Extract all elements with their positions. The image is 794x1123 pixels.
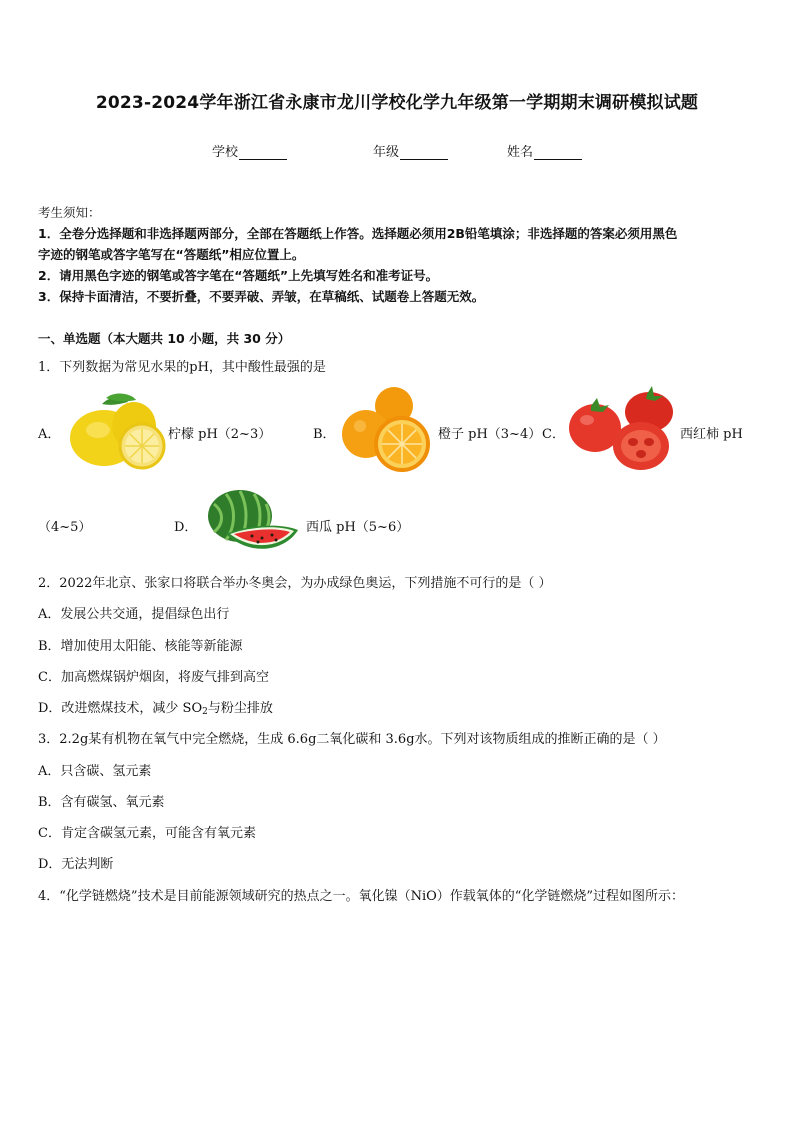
q1-option-b-text: 橙子 pH（3~4） xyxy=(438,427,542,442)
q1-option-a-text: 柠檬 pH（2~3） xyxy=(168,427,272,442)
notice-heading: 考生须知： xyxy=(38,205,101,220)
name-field xyxy=(507,141,582,160)
q3-option-c[interactable]: C．肯定含碳氢元素，可能含有氧元素 xyxy=(38,826,256,841)
orange-image xyxy=(338,386,434,474)
q1-option-b-letter[interactable]: B． xyxy=(313,427,336,442)
watermelon-image xyxy=(204,490,300,558)
grade-label: 年级 xyxy=(373,145,400,160)
notice-item-3: 3．保持卡面清洁，不要折叠，不要弄破、弄皱，在草稿纸、试题卷上答题无效。 xyxy=(38,289,485,304)
grade-blank[interactable] xyxy=(400,146,448,160)
q4-stem: 4．“化学链燃烧”技术是目前能源领域研究的热点之一。氧化镍（NiO）作载氧体的“化学链燃烧”过程如图所示： xyxy=(38,889,685,904)
q2-option-d-subscript: 2 xyxy=(202,707,208,717)
school-field xyxy=(212,141,287,160)
section-heading: 一、单选题（本大题共 10 小题，共 30 分） xyxy=(38,331,291,346)
q3-option-a[interactable]: A．只含碳、氢元素 xyxy=(38,764,152,779)
q1-option-c-text-cont: （4~5） xyxy=(38,520,92,535)
page-title: 2023-2024学年浙江省永康市龙川学校化学九年级第一学期期末调研模拟试题 xyxy=(95,93,699,113)
q2-option-d-pre: D．改进燃煤技术，减少 SO xyxy=(38,701,203,716)
q2-option-d-post: 与粉尘排放 xyxy=(207,701,273,716)
q3-option-b[interactable]: B．含有碳氢、氧元素 xyxy=(38,795,165,810)
q3-stem: 3．2.2g某有机物在氧气中完全燃烧，生成 6.6g二氧化碳和 3.6g水。下列对该物质组成的推断正确的是（ ） xyxy=(38,732,666,747)
q2-option-b[interactable]: B．增加使用太阳能、核能等新能源 xyxy=(38,639,243,654)
q1-stem: 1．下列数据为常见水果的pH，其中酸性最强的是 xyxy=(38,360,326,375)
q1-option-d-text: 西瓜 pH（5~6） xyxy=(306,520,410,535)
q1-option-d-letter[interactable]: D． xyxy=(174,520,198,535)
notice-item-1-cont: 字迹的钢笔或答字笔写在“答题纸”相应位置上。 xyxy=(38,247,305,262)
q2-stem: 2．2022年北京、张家口将联合举办冬奥会，为办成绿色奥运，下列措施不可行的是（ ） xyxy=(38,576,552,591)
notice-item-1: 1．全卷分选择题和非选择题两部分，全部在答题纸上作答。选择题必须用2B铅笔填涂；非选择题的答案必须用黑色 xyxy=(38,226,678,241)
q2-option-c[interactable]: C．加高燃煤锅炉烟囱，将废气排到高空 xyxy=(38,670,269,685)
school-blank[interactable] xyxy=(239,146,287,160)
school-label: 学校 xyxy=(212,145,239,160)
q2-option-d[interactable] xyxy=(38,697,273,717)
q1-option-c-text: 西红柿 pH xyxy=(680,427,743,442)
q1-option-c-letter[interactable]: C． xyxy=(542,427,565,442)
q3-option-d[interactable]: D．无法判断 xyxy=(38,857,114,872)
q1-option-a-letter[interactable]: A． xyxy=(38,427,61,442)
tomato-image xyxy=(567,386,675,474)
q2-option-a[interactable]: A．发展公共交通，提倡绿色出行 xyxy=(38,607,230,622)
lemon-image xyxy=(62,392,166,472)
grade-field xyxy=(373,141,448,160)
name-blank[interactable] xyxy=(534,146,582,160)
notice-item-2: 2．请用黑色字迹的钢笔或答字笔在“答题纸”上先填写姓名和准考证号。 xyxy=(38,268,439,283)
name-label: 姓名 xyxy=(507,145,534,160)
